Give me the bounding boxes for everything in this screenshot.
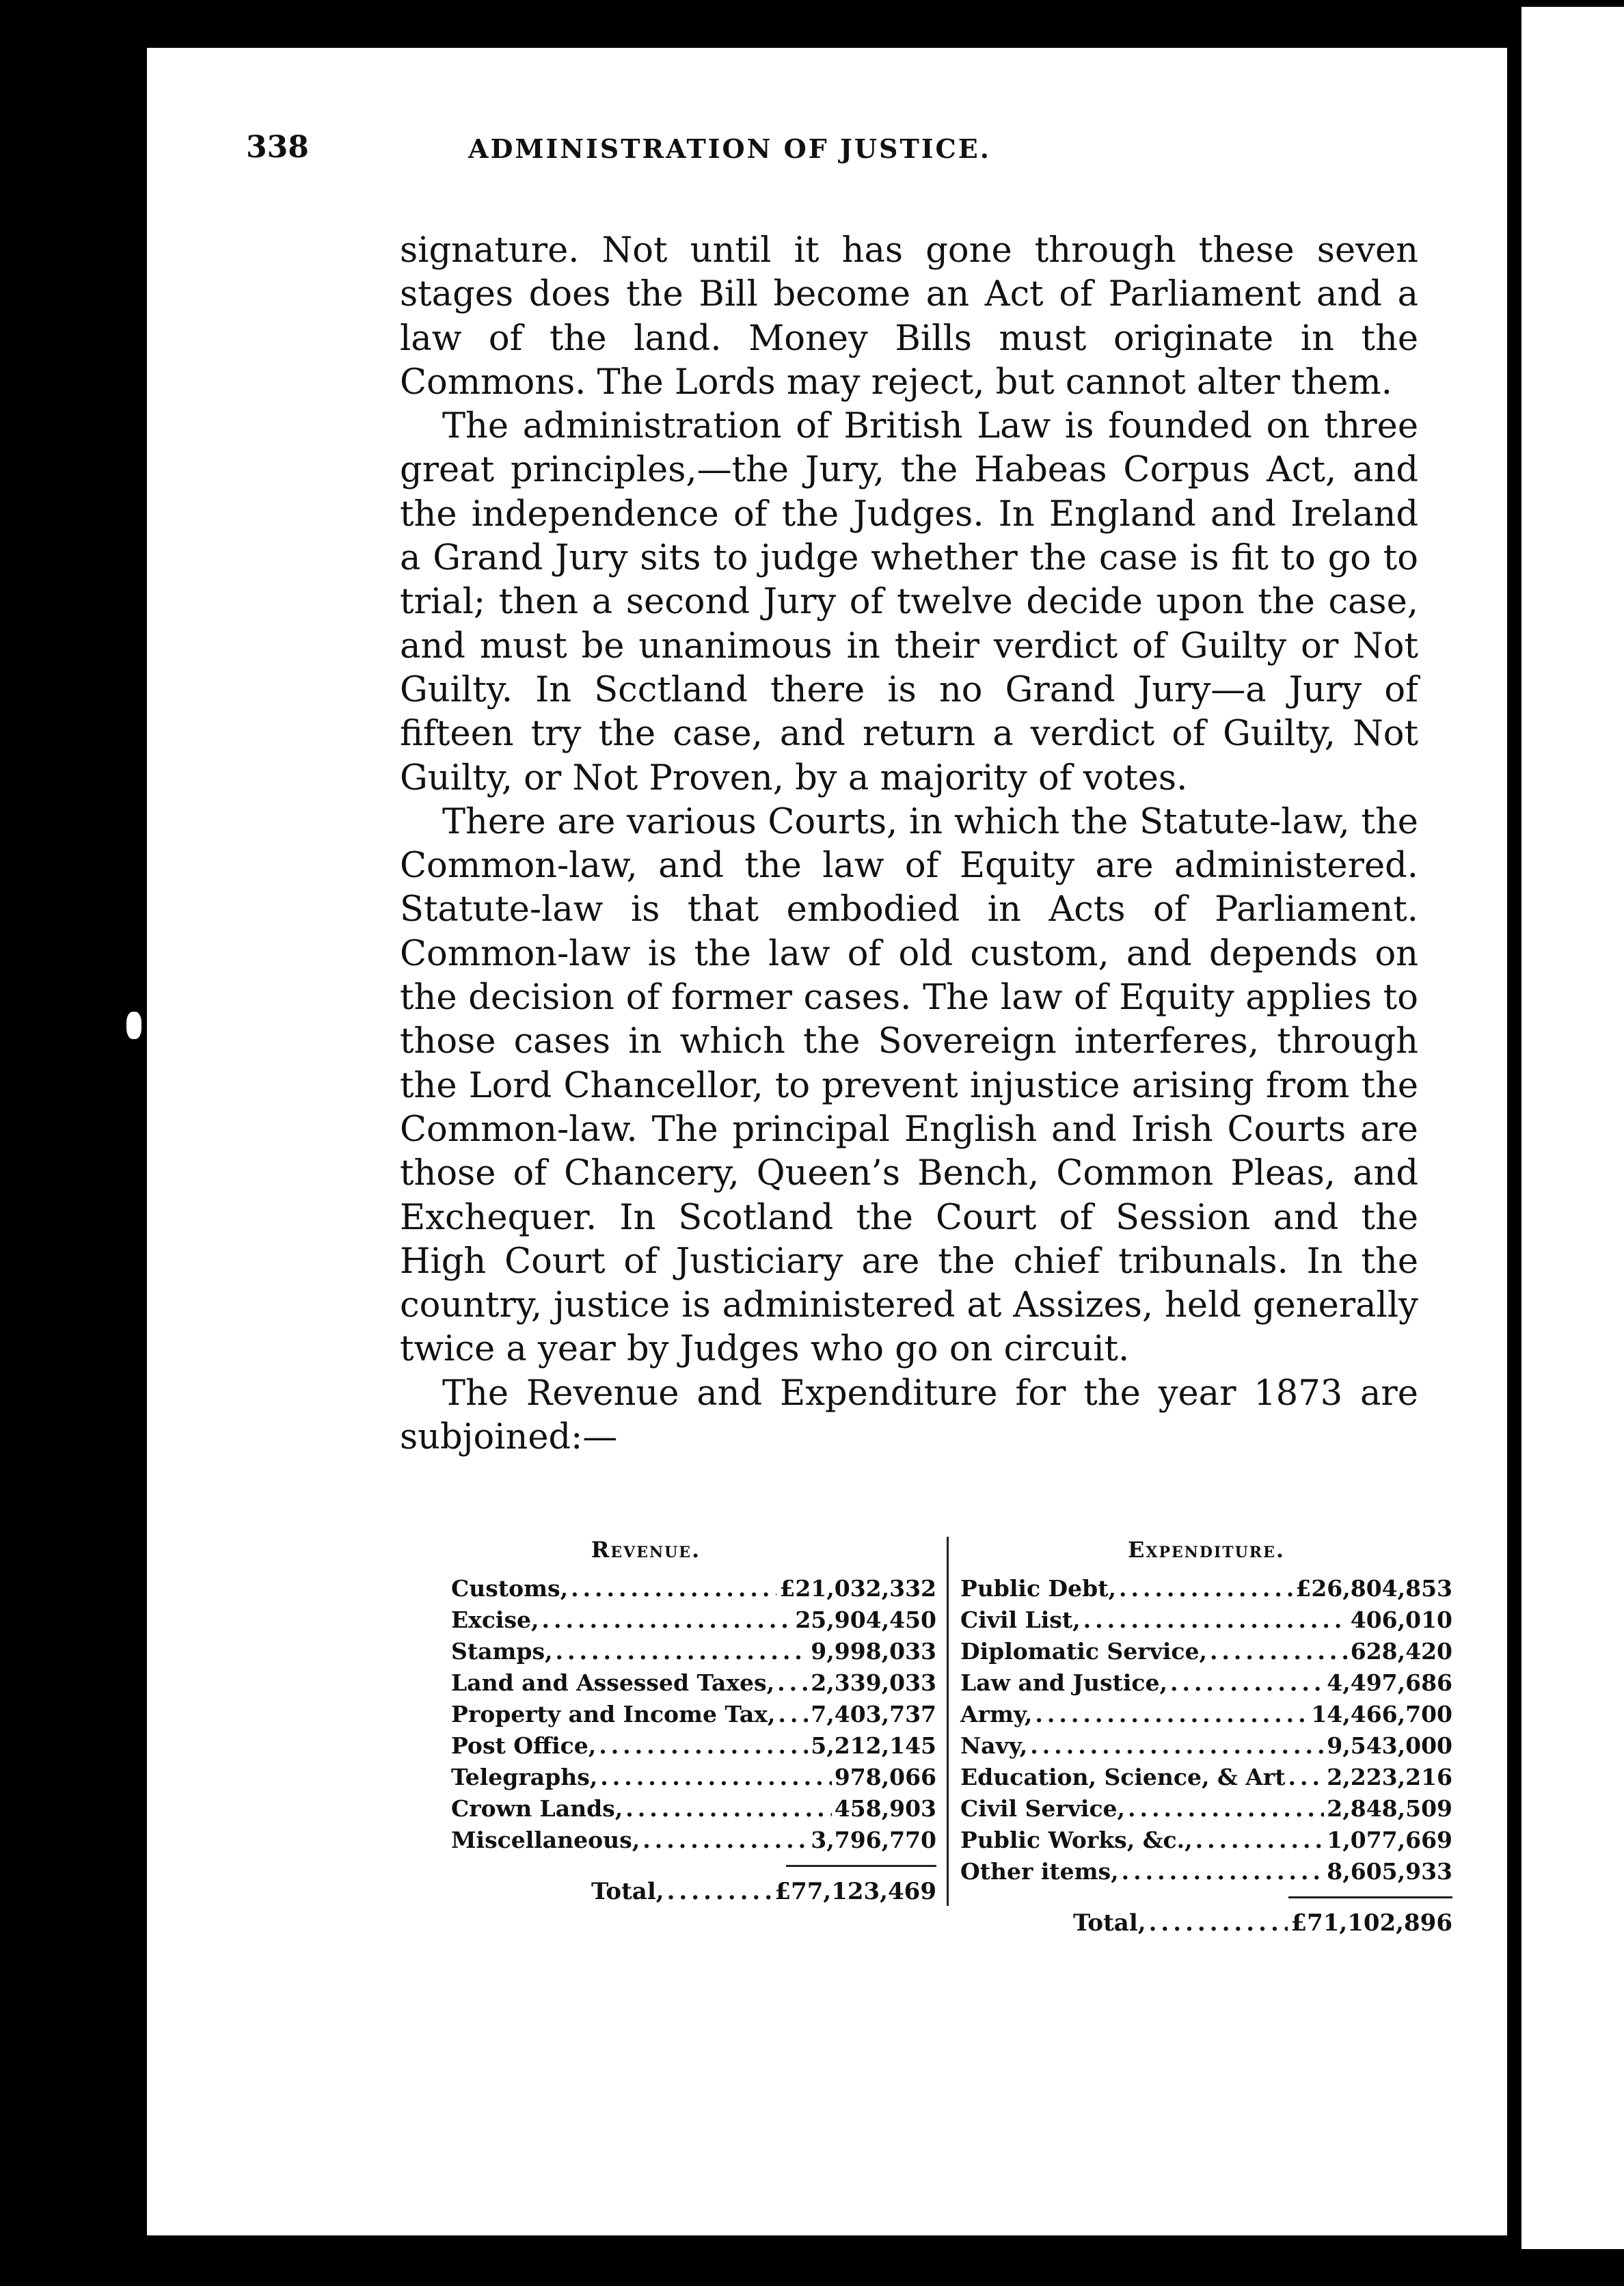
revenue-total-rule	[786, 1865, 936, 1867]
expenditure-row-label: Diplomatic Service,	[960, 1638, 1207, 1665]
leader-dots	[625, 1795, 831, 1822]
revenue-row-amount: 3,796,770	[811, 1827, 936, 1853]
paragraph: signature. Not until it has gone through these seven stages does the Bill become an Act of Parliament and a law of the land. Money Bills must originate in the Commons. The Lords may reject, but cannot alter them.	[400, 230, 1418, 403]
revenue-row-amount: 978,066	[834, 1764, 936, 1790]
paragraph: The Revenue and Expenditure for the year 1873 are subjoined:—	[400, 1373, 1418, 1458]
revenue-row-label: Land and Assessed Taxes,	[451, 1669, 775, 1696]
revenue-row-amount: £21,032,332	[779, 1575, 936, 1602]
revenue-expenditure-tables	[451, 1537, 1456, 1937]
revenue-row-amount: 458,903	[834, 1795, 936, 1822]
leader-dots	[778, 1701, 808, 1727]
expenditure-row-amount: £26,804,853	[1295, 1575, 1452, 1602]
leader-dots	[1170, 1669, 1324, 1696]
revenue-row-amount: 5,212,145	[811, 1732, 936, 1759]
expenditure-row	[960, 1701, 1452, 1732]
expenditure-row-label: Civil Service,	[960, 1795, 1126, 1822]
revenue-row-label: Property and Income Tax,	[451, 1701, 776, 1727]
expenditure-row	[960, 1638, 1452, 1669]
expenditure-row-label: Public Works, &c.,	[960, 1827, 1193, 1853]
leader-dots	[667, 1878, 772, 1905]
paragraph: The administration of British Law is founded on three great principles,—the Jury, the Habeas Corpus Act, and the independence of the Judges. In England and Ireland a Grand Jury sits to judge whether the case is fit to go to trial; then a second Jury of twelve decide upon the case, and must be unanimous in their verdict of Guilty or Not Guilty. In Scctland there is no Grand Jury—a Jury of fifteen try the case, and return a verdict of Guilty, Not Guilty, or Not Proven, by a majority of votes.	[400, 406, 1418, 798]
expenditure-rows	[960, 1575, 1452, 1890]
leader-dots	[599, 1732, 808, 1759]
revenue-row	[451, 1795, 936, 1827]
expenditure-table	[960, 1537, 1452, 1937]
expenditure-row-amount: 1,077,669	[1327, 1827, 1452, 1853]
revenue-row	[451, 1827, 936, 1858]
revenue-row-label: Post Office,	[451, 1732, 597, 1759]
expenditure-row-amount: 9,543,000	[1327, 1732, 1452, 1759]
expenditure-row	[960, 1732, 1452, 1764]
revenue-row-amount: 25,904,450	[795, 1606, 936, 1633]
expenditure-row	[960, 1606, 1452, 1638]
expenditure-row-label: Civil List,	[960, 1606, 1081, 1633]
revenue-row	[451, 1764, 936, 1795]
facing-page-edge	[1521, 7, 1624, 2249]
revenue-table	[451, 1537, 936, 1905]
revenue-row-amount: 9,998,033	[811, 1638, 936, 1665]
expenditure-row-label: Army,	[960, 1701, 1033, 1727]
revenue-total-row	[451, 1878, 936, 1905]
margin-mark	[126, 1012, 141, 1039]
expenditure-row-amount: 4,497,686	[1327, 1669, 1452, 1696]
leader-dots	[571, 1575, 776, 1602]
leader-dots	[1122, 1858, 1325, 1885]
paragraph: There are various Courts, in which the Statute-law, the Common-law, and the law of Equity are administered. Statute-law is that embodied in Acts of Parliament. Common-law is the law of old custom, and depends on the decision of former cases. The law of Equity applies to those cases in which the Sovereign interferes, through the Lord Chancellor, to prevent injustice arising from the Common-law. The principal English and Irish Courts are those of Chancery, Queen’s Bench, Common Pleas, and Exchequer. In Scotland the Court of Session and the High Court of Justiciary are the chief tribunals. In the country, justice is administered at Assizes, held generally twice a year by Judges who go on circuit.	[400, 801, 1418, 1370]
page-header	[246, 130, 1422, 191]
leader-dots	[600, 1764, 831, 1790]
revenue-row-label: Excise,	[451, 1606, 539, 1633]
expenditure-row-label: Law and Justice,	[960, 1669, 1167, 1696]
expenditure-row-label: Navy,	[960, 1732, 1028, 1759]
leader-dots	[1195, 1827, 1325, 1853]
leader-dots	[1128, 1795, 1324, 1822]
revenue-row	[451, 1701, 936, 1732]
revenue-row-amount: 2,339,033	[811, 1669, 936, 1696]
expenditure-row-label: Other items,	[960, 1858, 1119, 1885]
running-title: ADMINISTRATION OF JUSTICE.	[468, 133, 991, 164]
leader-dots	[642, 1827, 808, 1853]
revenue-title: Revenue.	[591, 1537, 701, 1563]
leader-dots	[1149, 1909, 1288, 1937]
revenue-row	[451, 1606, 936, 1638]
revenue-row-label: Customs,	[451, 1575, 569, 1602]
expenditure-row	[960, 1858, 1452, 1890]
revenue-row	[451, 1575, 936, 1606]
expenditure-row-label: Public Debt,	[960, 1575, 1116, 1602]
leader-dots	[1288, 1764, 1325, 1790]
expenditure-row	[960, 1669, 1452, 1701]
leader-dots	[1030, 1732, 1324, 1759]
leader-dots	[1119, 1575, 1293, 1602]
leader-dots	[1035, 1701, 1308, 1727]
revenue-row	[451, 1638, 936, 1669]
expenditure-row	[960, 1795, 1452, 1827]
expenditure-row-amount: 8,605,933	[1327, 1858, 1452, 1885]
leader-dots	[1083, 1606, 1348, 1633]
expenditure-total-rule	[1288, 1896, 1452, 1898]
expenditure-row	[960, 1827, 1452, 1858]
expenditure-row-amount: 2,223,216	[1327, 1764, 1452, 1790]
expenditure-row-label: Education, Science, & Art	[960, 1764, 1286, 1790]
leader-dots	[777, 1669, 808, 1696]
page-number: 338	[246, 130, 309, 165]
expenditure-row	[960, 1764, 1452, 1795]
revenue-rows	[451, 1575, 936, 1858]
revenue-total-label: Total,	[591, 1878, 664, 1905]
expenditure-row-amount: 2,848,509	[1327, 1795, 1452, 1822]
expenditure-total-amount: £71,102,896	[1290, 1909, 1452, 1937]
leader-dots	[542, 1606, 793, 1633]
body-text	[400, 229, 1418, 1460]
leader-dots	[1210, 1638, 1348, 1665]
revenue-row-label: Crown Lands,	[451, 1795, 623, 1822]
column-divider	[947, 1537, 949, 1906]
revenue-row	[451, 1732, 936, 1764]
revenue-row	[451, 1669, 936, 1701]
expenditure-row-amount: 628,420	[1350, 1638, 1452, 1665]
revenue-row-label: Miscellaneous,	[451, 1827, 640, 1853]
leader-dots	[556, 1638, 809, 1665]
expenditure-title: Expenditure.	[1128, 1537, 1285, 1563]
revenue-total-amount: £77,123,469	[774, 1878, 936, 1905]
expenditure-row	[960, 1575, 1452, 1606]
expenditure-row-amount: 406,010	[1350, 1606, 1452, 1633]
revenue-row-amount: 7,403,737	[811, 1701, 936, 1727]
revenue-row-label: Stamps,	[451, 1638, 553, 1665]
revenue-row-label: Telegraphs,	[451, 1764, 598, 1790]
page-gutter	[1507, 0, 1521, 2286]
expenditure-total-label: Total,	[1073, 1909, 1146, 1937]
expenditure-row-amount: 14,466,700	[1311, 1701, 1452, 1727]
expenditure-total-row	[960, 1909, 1452, 1937]
